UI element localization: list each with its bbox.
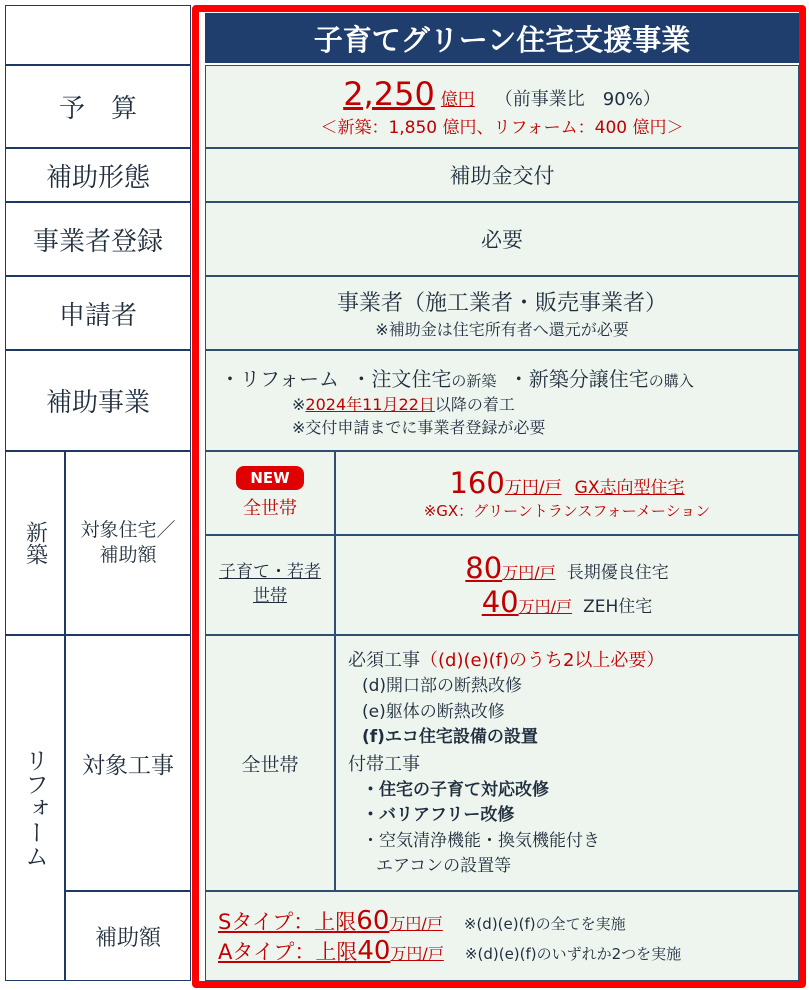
form-label-text: 補助形態 <box>45 162 150 193</box>
projects-label <box>5 350 191 451</box>
form-value: 補助金交付 <box>449 164 555 188</box>
newbuild-family-unit2: 万円/戸 <box>518 597 573 616</box>
registration-value: 必要 <box>481 228 523 252</box>
form-cell <box>205 148 799 202</box>
reform-works-text: 対象工事 <box>82 752 174 779</box>
newbuild-section-label <box>5 451 65 635</box>
projects-note1 <box>292 392 515 415</box>
newbuild-all-amount-line <box>449 466 684 500</box>
reform-s-note: ※(d)(e)(f)の全てを実施 <box>463 915 626 933</box>
applicant-note: ※補助金は住宅所有者へ還元が必要 <box>375 320 629 339</box>
budget-label-text: 予 算 <box>58 94 137 124</box>
reform-works-label <box>65 635 191 891</box>
reform-add-3: ・空気清浄機能・換気機能付き <box>362 830 600 851</box>
new-badge-text: NEW <box>250 469 290 487</box>
newbuild-all-note: ※GX：グリーントランスフォーメーション <box>423 501 711 520</box>
newbuild-all-label: 全世帯 <box>243 498 297 519</box>
budget-label <box>5 65 191 148</box>
reform-subsidy-text: 補助額 <box>94 925 161 951</box>
reform-subsidy-label <box>65 891 191 981</box>
newbuild-family-line2 <box>482 585 653 619</box>
reform-additional-head: 付帯工事 <box>348 753 420 775</box>
page-title <box>205 13 799 63</box>
project-item-custom: ・注文住宅 <box>351 367 452 391</box>
newbuild-family-amount2: 40 <box>481 585 519 619</box>
reform-a-amount: 40 <box>357 936 391 966</box>
project-item-custom-suffix: の新築 <box>451 372 497 390</box>
budget-breakdown: ＜新築：1,850 億円、リフォーム：400 億円＞ <box>320 118 684 138</box>
budget-main-line <box>343 75 661 113</box>
projects-note1-suffix: 以降の着工 <box>434 395 515 414</box>
applicant-label <box>5 276 191 350</box>
project-item-spec-suffix: の購入 <box>648 372 694 390</box>
budget-cell <box>205 65 799 148</box>
registration-cell <box>205 202 799 276</box>
new-badge <box>236 466 303 490</box>
newbuild-family-type1: 長期優良住宅 <box>566 563 669 583</box>
reform-a-line <box>218 936 681 966</box>
budget-amount: 2,250 <box>343 75 435 113</box>
reform-req-d: (d)開口部の断熱改修 <box>362 676 523 696</box>
reform-add-1: ・住宅の子育て対応改修 <box>362 779 549 800</box>
applicant-label-text: 申請者 <box>58 300 137 331</box>
reform-s-line <box>218 906 626 936</box>
reform-s-type: Sタイプ：上限 <box>218 910 357 934</box>
newbuild-all-unit: 万円/戸 <box>504 477 562 498</box>
reform-required-head: 必須工事 <box>348 649 420 671</box>
newbuild-family-unit1: 万円/戸 <box>502 563 556 582</box>
registration-label <box>5 202 191 276</box>
newbuild-family-value-cell <box>335 535 799 635</box>
reform-add-2: ・バリアフリー改修 <box>362 805 515 825</box>
budget-unit: 億円 <box>440 90 475 110</box>
reform-s-amount: 60 <box>356 906 390 936</box>
projects-note1-date: 2024年11月22日 <box>305 395 435 414</box>
page-title-text: 子育てグリーン住宅支援事業 <box>313 22 691 57</box>
newbuild-all-amount: 160 <box>449 465 505 500</box>
corner-cell <box>5 5 191 65</box>
reform-req-f: (f)エコ住宅設備の設置 <box>362 727 538 747</box>
reform-section-text: リフォーム <box>20 748 49 868</box>
projects-cell <box>205 350 799 451</box>
newbuild-all-label-cell <box>205 451 335 535</box>
reform-a-type: Aタイプ：上限 <box>218 940 358 964</box>
projects-label-text: 補助事業 <box>45 388 150 418</box>
reform-section-label <box>5 635 65 981</box>
newbuild-family-line1 <box>465 551 668 585</box>
applicant-value: 事業者（施工業者・販売事業者） <box>336 291 667 316</box>
newbuild-sub-text: 対象住宅／補助額 <box>80 519 176 566</box>
registration-label-text: 事業者登録 <box>32 226 163 257</box>
reform-a-unit: 万円/戸 <box>390 944 444 963</box>
project-item-spec: ・新築分譲住宅 <box>508 367 649 391</box>
projects-items-line <box>220 363 694 392</box>
reform-s-unit: 万円/戸 <box>389 914 443 933</box>
reform-households-cell <box>205 635 335 891</box>
newbuild-section-text: 新築 <box>22 521 48 565</box>
projects-note1-prefix: ※ <box>292 395 306 414</box>
newbuild-family-type2: ZEH住宅 <box>583 597 653 617</box>
newbuild-all-type: GX志向型住宅 <box>574 477 685 498</box>
reform-works-cell <box>335 635 799 891</box>
reform-households: 全世帯 <box>241 753 299 776</box>
applicant-cell <box>205 276 799 350</box>
newbuild-family-amount1: 80 <box>465 551 503 585</box>
reform-required-line <box>348 647 664 675</box>
newbuild-sub-label <box>65 451 191 635</box>
reform-req-e: (e)躯体の断熱改修 <box>362 701 505 722</box>
budget-ratio: （前事業比 90%） <box>494 89 661 110</box>
reform-a-note: ※(d)(e)(f)のいずれか2つを実施 <box>464 945 682 963</box>
newbuild-family-label-cell <box>205 535 335 635</box>
newbuild-family-label: 子育て・若者世帯 <box>219 562 321 606</box>
projects-note2: ※交付申請までに事業者登録が必要 <box>292 418 546 437</box>
project-item-reform: ・リフォーム <box>220 367 339 391</box>
reform-add-3b: エアコンの設置等 <box>376 856 512 876</box>
reform-required-cond: （(d)(e)(f)のうち2以上必要） <box>420 649 665 671</box>
reform-subsidy-cell <box>205 891 799 981</box>
form-label <box>5 148 191 202</box>
newbuild-all-value-cell <box>335 451 799 535</box>
